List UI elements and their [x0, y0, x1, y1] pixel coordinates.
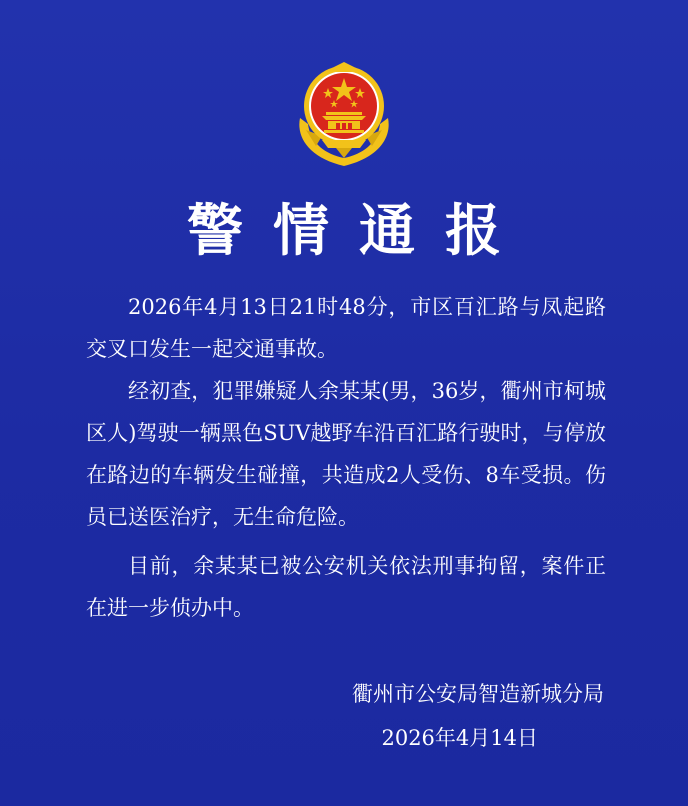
police-emblem-icon [292, 60, 396, 168]
paragraph-incident [86, 286, 606, 370]
issuer-signature: 衢州市公安局智造新城分局 [352, 682, 604, 706]
issue-date: 2026年4月14日 [381, 726, 538, 750]
paragraph-investigation [86, 370, 606, 538]
notice-title: 警情通报 [187, 199, 531, 264]
paragraph-text: 2026年4月13日21时48分，市区百汇路与凤起路交叉口发生一起交通事故。 [86, 295, 606, 361]
paragraph-text: 经初查，犯罪嫌疑人余某某(男，36岁，衢州市柯城区人)驾驶一辆黑色SUV越野车沿百汇路行驶时，与停放在路边的车辆发生碰撞，共造成2人受伤、8车受损。伤员已送医治疗，无生命危险。 [86, 379, 606, 529]
paragraph-text: 目前，余某某已被公安机关依法刑事拘留，案件正在进一步侦办中。 [86, 554, 606, 620]
paragraph-status [86, 545, 606, 629]
